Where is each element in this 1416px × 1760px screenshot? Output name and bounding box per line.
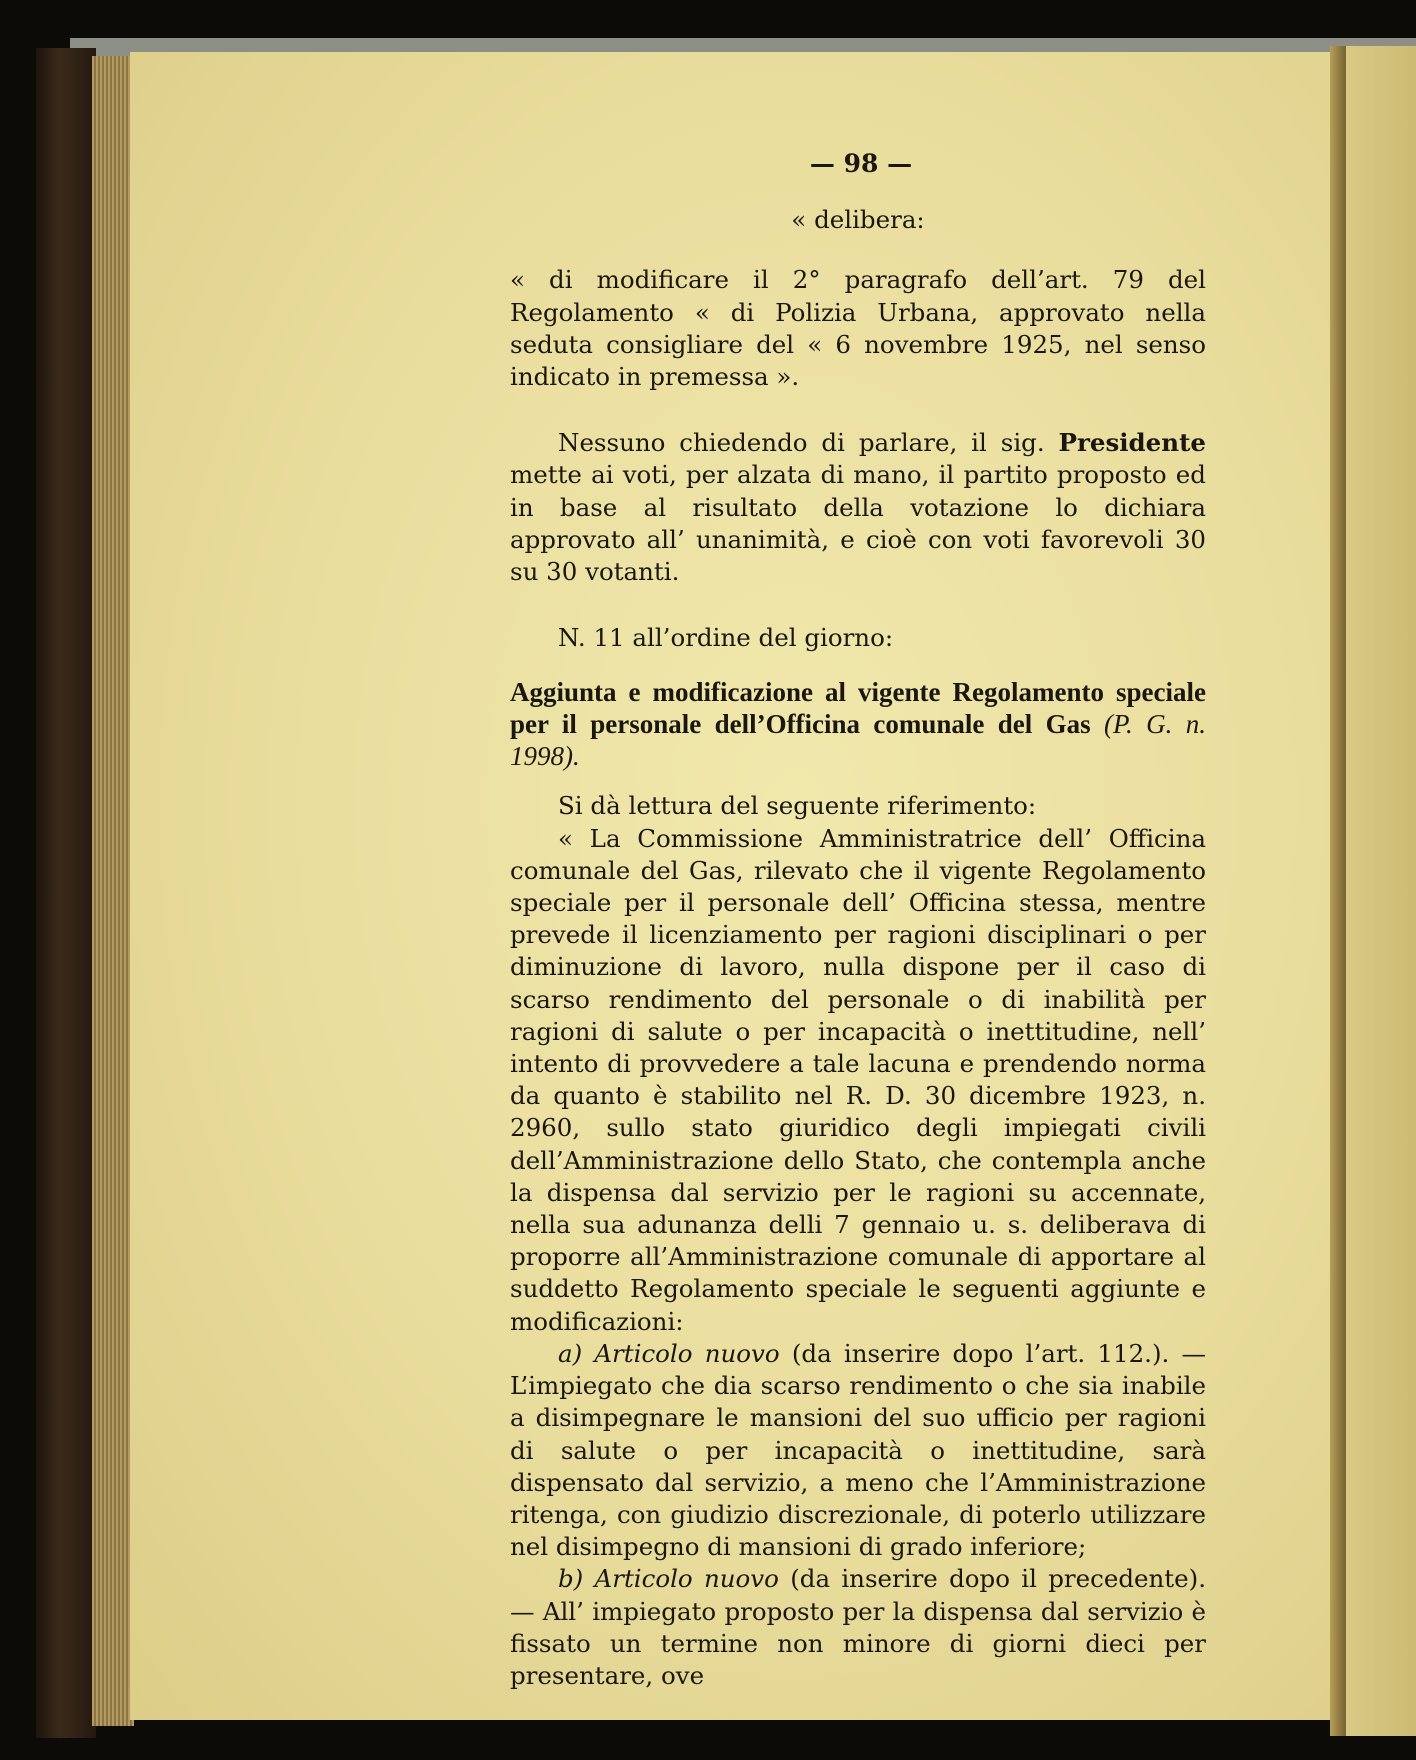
article-a-label: a) Articolo nuovo bbox=[558, 1338, 780, 1368]
delibera-heading: « delibera: bbox=[791, 205, 925, 235]
agenda-item: N. 11 all’ordine del giorno: bbox=[558, 623, 894, 653]
page-text bbox=[510, 148, 1206, 1692]
page-edges bbox=[92, 56, 134, 1726]
vote-paragraph bbox=[510, 427, 1206, 588]
article-b-note: (da inserire dopo il precedente). — bbox=[510, 1564, 1206, 1626]
article-a-text: L’impiegato che dia scarso rendimento o che sia inabile a disimpegnare le mansioni del suo ufficio per ragioni di salute o per incapacità o inettitudine, sarà dispensato dal servizio, a meno che l’Amministrazione ritenga, con giudizio discrezionale, di poterlo utilizzare nel disimpegno di mansioni di grado inferiore; bbox=[510, 1371, 1206, 1562]
speaker-name: Presidente bbox=[1058, 428, 1206, 458]
article-a-note: (da inserire dopo l’art. 112.). — bbox=[791, 1338, 1206, 1368]
book-cover-spine bbox=[36, 48, 96, 1738]
item-reference: (P. G. n. 1998). bbox=[510, 709, 1207, 772]
item-title: Aggiunta e modificazione al vigente Regolamento speciale per il personale dell’Officina comunale del Gas bbox=[510, 677, 1206, 740]
vote-prefix: Nessuno chiedendo di parlare, il sig. bbox=[558, 428, 1045, 458]
report-text: « La Commissione Amministratrice dell’ Officina comunale del Gas, rilevato che il vigente Regolamento speciale per il personale dell’ Officina stessa, mentre prevede il licenziamento per ragioni disciplinari o per diminuzione di lavoro, nulla dispone per il caso di scarso rendimento del personale o di inabilità per ragioni di salute o per incapacità o inettitudine, nell’ intento di provvedere a tale lacuna e prendendo norma da quanto è stabilito nel R. D. 30 dicembre 1923, n. 2960, sullo stato giuridico degli impiegati civili dell’Amministrazione dello Stato, che contempla anche la dispensa dal servizio per le ragioni su accennate, nella sua adunanza delli 7 gennaio u. s. deliberava di proporre all’Amministrazione comunale di apportare al suddetto Regolamento speciale le seguenti aggiunte e modificazioni: bbox=[510, 823, 1206, 1336]
page-number: — 98 — bbox=[809, 149, 913, 178]
article-b-label: b) Articolo nuovo bbox=[558, 1564, 779, 1594]
vote-rest: mette ai voti, per alzata di mano, il partito proposto ed in base al risultato della votazione lo dichiara approvato all’ unanimità, e cioè con voti favorevoli 30 su 30 votanti. bbox=[510, 460, 1206, 587]
article-b bbox=[510, 1563, 1206, 1692]
adjacent-page-edge bbox=[1346, 46, 1416, 1736]
article-b-text: All’ impiegato proposto per la dispensa dal servizio è fissato un termine non minore di giorni dieci per presentare, ove bbox=[510, 1596, 1206, 1690]
article-a bbox=[510, 1338, 1206, 1563]
delibera-text: « di modificare il 2° paragrafo dell’art. 79 del Regolamento « di Polizia Urbana, approvato nella seduta consigliare del « 6 novembre 1925, nel senso indicato in premessa ». bbox=[510, 265, 1206, 392]
reading-intro: Si dà lettura del seguente riferimento: bbox=[558, 791, 1037, 821]
item-title-block bbox=[510, 676, 1206, 772]
